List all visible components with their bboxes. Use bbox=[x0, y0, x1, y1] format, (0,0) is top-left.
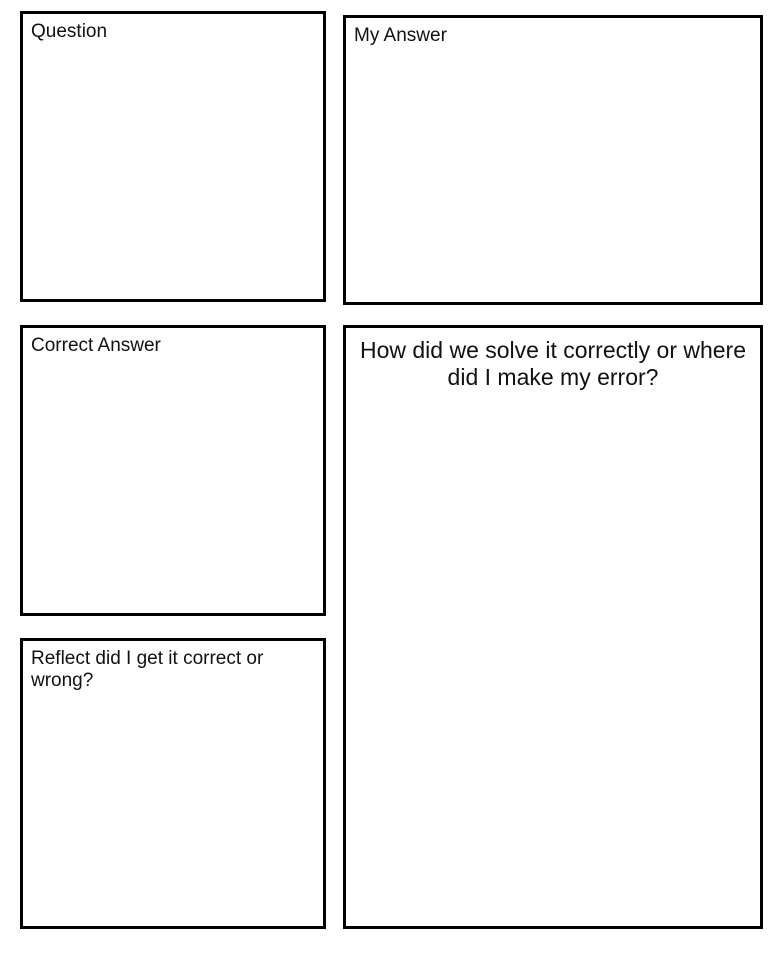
question-label: Question bbox=[31, 21, 108, 42]
solve-explanation-box bbox=[343, 325, 763, 929]
my-answer-box bbox=[343, 15, 763, 305]
reflect-label: Reflect did I get it correct or wrong? bbox=[31, 648, 264, 691]
my-answer-label: My Answer bbox=[354, 25, 447, 46]
correct-answer-box bbox=[20, 325, 326, 616]
reflect-box bbox=[20, 638, 326, 929]
solve-explanation-label: How did we solve it correctly or where did I make my error? bbox=[359, 337, 747, 390]
correct-answer-label: Correct Answer bbox=[31, 335, 161, 356]
question-box bbox=[20, 11, 326, 302]
